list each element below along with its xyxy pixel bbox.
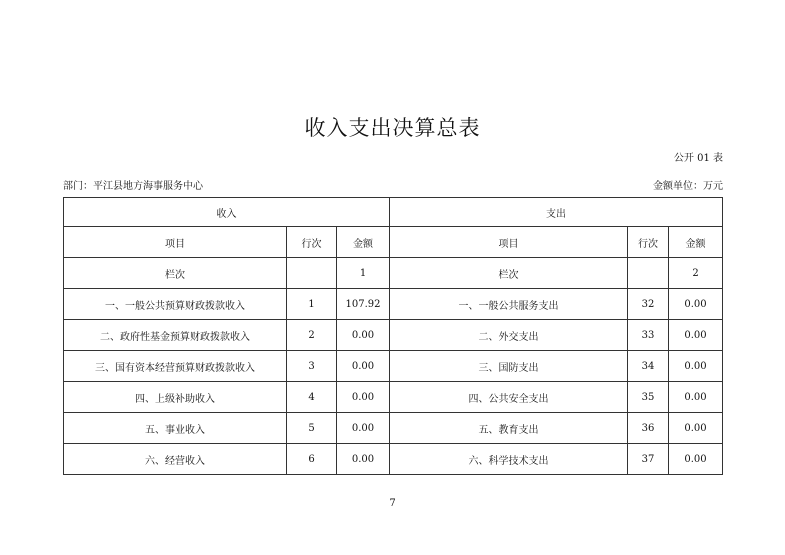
expense-amount-header: 金额 — [669, 227, 723, 258]
page-title: 收入支出决算总表 — [304, 116, 481, 140]
income-item: 一、一般公共预算财政拨款收入 — [64, 289, 287, 320]
income-expense-table — [63, 197, 723, 475]
expense-item: 三、国防支出 — [390, 351, 628, 382]
expense-line: 32 — [628, 289, 669, 320]
expense-item-header: 项目 — [390, 227, 628, 258]
expense-amount: 0.00 — [669, 351, 723, 382]
table-row — [64, 382, 723, 413]
income-line-header: 行次 — [287, 227, 337, 258]
income-col-index-label: 栏次 — [64, 258, 287, 289]
income-item: 五、事业收入 — [64, 413, 287, 444]
income-line: 3 — [287, 351, 337, 382]
income-item: 四、上级补助收入 — [64, 382, 287, 413]
income-item: 二、政府性基金预算财政拨款收入 — [64, 320, 287, 351]
expense-amount: 0.00 — [669, 413, 723, 444]
form-number: 公开 01 表 — [673, 153, 723, 164]
expense-line: 33 — [628, 320, 669, 351]
income-line: 4 — [287, 382, 337, 413]
income-amount: 0.00 — [337, 351, 390, 382]
column-header-row — [64, 227, 723, 258]
expense-amount: 0.00 — [669, 444, 723, 475]
table-row — [64, 320, 723, 351]
income-section-header: 收入 — [64, 198, 390, 227]
income-amount: 0.00 — [337, 320, 390, 351]
expense-line: 36 — [628, 413, 669, 444]
income-item-header: 项目 — [64, 227, 287, 258]
expense-line: 35 — [628, 382, 669, 413]
table-row — [64, 444, 723, 475]
income-col-index-blank — [287, 258, 337, 289]
department-label: 部门：平江县地方海事服务中心 — [63, 181, 203, 192]
expense-amount: 0.00 — [669, 382, 723, 413]
expense-col-index-blank — [628, 258, 669, 289]
expense-amount: 0.00 — [669, 320, 723, 351]
expense-col-index: 2 — [669, 258, 723, 289]
income-item: 六、经营收入 — [64, 444, 287, 475]
expense-amount: 0.00 — [669, 289, 723, 320]
expense-line: 37 — [628, 444, 669, 475]
income-line: 2 — [287, 320, 337, 351]
income-amount-header: 金额 — [337, 227, 390, 258]
expense-item: 一、一般公共服务支出 — [390, 289, 628, 320]
table-row — [64, 413, 723, 444]
income-item: 三、国有资本经营预算财政拨款收入 — [64, 351, 287, 382]
income-col-index: 1 — [337, 258, 390, 289]
table-row — [64, 289, 723, 320]
expense-item: 二、外交支出 — [390, 320, 628, 351]
expense-line: 34 — [628, 351, 669, 382]
page-number: 7 — [389, 498, 396, 509]
expense-item: 五、教育支出 — [390, 413, 628, 444]
section-header-row — [64, 198, 723, 227]
income-line: 1 — [287, 289, 337, 320]
expense-line-header: 行次 — [628, 227, 669, 258]
expense-col-index-label: 栏次 — [390, 258, 628, 289]
table-row — [64, 351, 723, 382]
income-amount: 0.00 — [337, 382, 390, 413]
income-amount: 0.00 — [337, 444, 390, 475]
income-line: 5 — [287, 413, 337, 444]
expense-item: 四、公共安全支出 — [390, 382, 628, 413]
column-index-row — [64, 258, 723, 289]
amount-unit-label: 金额单位：万元 — [653, 181, 723, 192]
income-amount: 0.00 — [337, 413, 390, 444]
income-amount: 107.92 — [337, 289, 390, 320]
income-line: 6 — [287, 444, 337, 475]
expense-section-header: 支出 — [390, 198, 723, 227]
expense-item: 六、科学技术支出 — [390, 444, 628, 475]
